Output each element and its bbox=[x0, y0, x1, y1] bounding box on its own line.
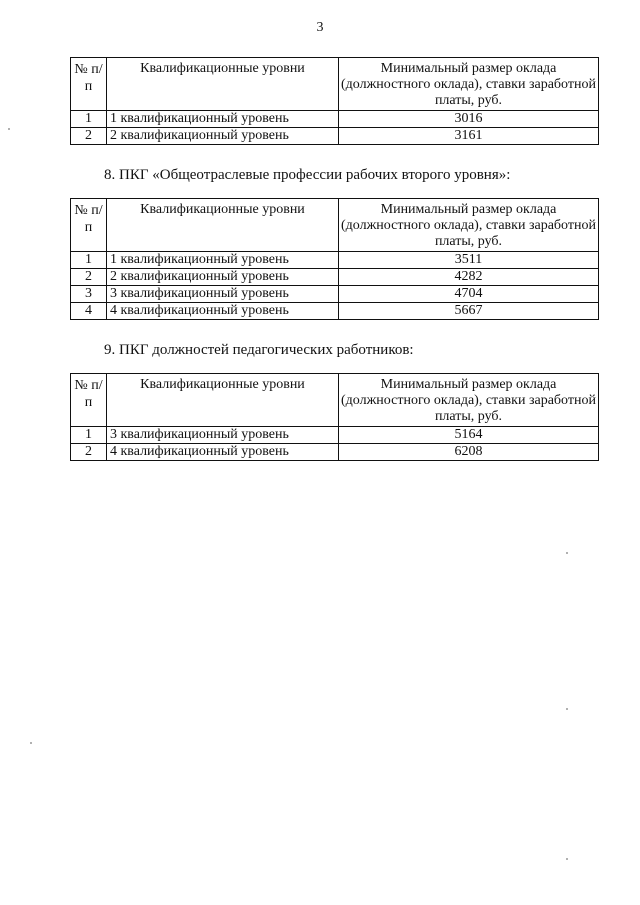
table-header-row bbox=[71, 58, 599, 111]
table-row bbox=[71, 252, 599, 269]
column-header-salary: Минимальный размер оклада (должностного оклада), ставки заработной платы, руб. bbox=[339, 199, 599, 252]
table-row bbox=[71, 128, 599, 145]
column-header-level: Квалификационные уровни bbox=[107, 374, 339, 427]
scan-speck bbox=[566, 552, 568, 554]
column-header-level: Квалификационные уровни bbox=[107, 199, 339, 252]
row-salary: 6208 bbox=[339, 444, 599, 461]
row-level: 1 квалификационный уровень bbox=[107, 111, 339, 128]
row-salary: 4282 bbox=[339, 269, 599, 286]
column-header-number: № п/п bbox=[71, 199, 107, 252]
row-number: 4 bbox=[71, 303, 107, 320]
table-row bbox=[71, 111, 599, 128]
table-row bbox=[71, 444, 599, 461]
table-row bbox=[71, 303, 599, 320]
row-salary: 3016 bbox=[339, 111, 599, 128]
table-row bbox=[71, 286, 599, 303]
row-number: 2 bbox=[71, 128, 107, 145]
scan-speck bbox=[566, 708, 568, 710]
row-level: 4 квалификационный уровень bbox=[107, 444, 339, 461]
row-salary: 4704 bbox=[339, 286, 599, 303]
section-heading-8: 8. ПКГ «Общеотраслевые профессии рабочих второго уровня»: bbox=[104, 167, 511, 183]
row-level: 4 квалификационный уровень bbox=[107, 303, 339, 320]
table-header-row bbox=[71, 199, 599, 252]
column-header-salary: Минимальный размер оклада (должностного оклада), ставки заработной платы, руб. bbox=[339, 58, 599, 111]
page-number: 3 bbox=[316, 20, 324, 35]
salary-table-continued bbox=[70, 57, 599, 145]
column-header-number: № п/п bbox=[71, 58, 107, 111]
row-number: 2 bbox=[71, 444, 107, 461]
row-number: 3 bbox=[71, 286, 107, 303]
row-level: 3 квалификационный уровень bbox=[107, 286, 339, 303]
row-salary: 5667 bbox=[339, 303, 599, 320]
row-number: 1 bbox=[71, 252, 107, 269]
row-number: 2 bbox=[71, 269, 107, 286]
table-row bbox=[71, 427, 599, 444]
row-number: 1 bbox=[71, 111, 107, 128]
row-level: 2 квалификационный уровень bbox=[107, 269, 339, 286]
scan-speck bbox=[8, 128, 10, 130]
row-number: 1 bbox=[71, 427, 107, 444]
column-header-level: Квалификационные уровни bbox=[107, 58, 339, 111]
row-level: 2 квалификационный уровень bbox=[107, 128, 339, 145]
scan-speck bbox=[30, 742, 32, 744]
salary-table-section-9 bbox=[70, 373, 599, 461]
column-header-salary: Минимальный размер оклада (должностного оклада), ставки заработной платы, руб. bbox=[339, 374, 599, 427]
row-level: 1 квалификационный уровень bbox=[107, 252, 339, 269]
table-row bbox=[71, 269, 599, 286]
row-level: 3 квалификационный уровень bbox=[107, 427, 339, 444]
column-header-number: № п/п bbox=[71, 374, 107, 427]
salary-table-section-8 bbox=[70, 198, 599, 320]
row-salary: 3161 bbox=[339, 128, 599, 145]
row-salary: 3511 bbox=[339, 252, 599, 269]
table-header-row bbox=[71, 374, 599, 427]
scan-speck bbox=[566, 858, 568, 860]
row-salary: 5164 bbox=[339, 427, 599, 444]
section-heading-9: 9. ПКГ должностей педагогических работников: bbox=[104, 342, 414, 358]
